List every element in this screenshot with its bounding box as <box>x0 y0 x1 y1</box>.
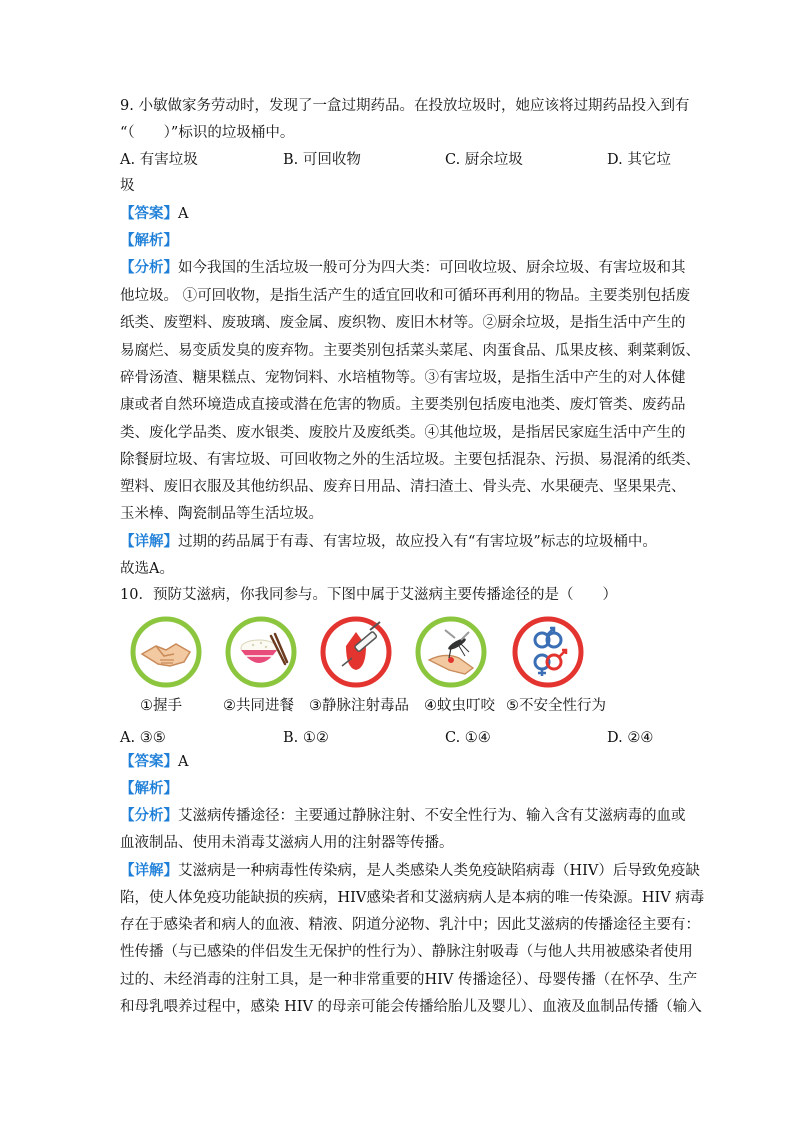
q9-fenxi-line-2: 他垃圾。 ①可回收物，是指生活产生的适宜回收和可循环再利用的物品。主要类别包括废 <box>120 288 691 304</box>
answer-tag: 【答案】 <box>120 753 178 770</box>
q9-option-a: A. 有害垃圾 <box>120 152 198 168</box>
q10-answer <box>120 752 188 772</box>
caption-unsafe-sex: ⑤不安全性行为 <box>506 698 606 714</box>
caption-drug-injection: ③静脉注射毒品 <box>309 698 409 714</box>
answer-value: A <box>178 754 189 770</box>
q9-analysis-heading <box>120 231 178 251</box>
syringe-icon <box>320 616 392 688</box>
q9-fenxi-line-5: 碎骨汤渣、糖果糕点、宠物饲料、水培植物等。③有害垃圾，是指生活中产生的对人体健 <box>120 370 686 386</box>
xiangjie-text: 过期的药品属于有毒、有害垃圾，故应投入有“有害垃圾”标志的垃圾桶中。 <box>178 534 657 550</box>
q10-xiangjie-line-1 <box>120 861 700 881</box>
answer-value: A <box>178 206 189 222</box>
rice-bowl-icon <box>225 616 297 688</box>
q9-conclusion: 故选A。 <box>120 561 174 577</box>
q9-option-d: D. 其它垃 <box>607 152 671 168</box>
caption-mosquito-bite: ④蚊虫叮咬 <box>424 698 495 714</box>
caption-handshake: ①握手 <box>140 698 182 714</box>
q10-option-b: B. ①② <box>283 730 329 746</box>
q10-xiangjie-line-3: 存在于感染者和病人的血液、精液、阴道分泌物、乳汁中；因此艾滋病的传播途径主要有： <box>120 917 700 933</box>
q9-fenxi-line-8: 除餐厨垃圾、有害垃圾、可回收物之外的生活垃圾。主要包括混杂、污损、易混淆的纸类、 <box>120 452 700 468</box>
q10-option-c: C. ①④ <box>445 730 491 746</box>
mosquito-icon <box>415 616 487 688</box>
fenxi-text: 艾滋病传播途径：主要通过静脉注射、不安全性行为、输入含有艾滋病毒的血或 <box>178 808 686 824</box>
q9-stem-line2: “（ ）”标识的垃圾桶中。 <box>120 125 295 141</box>
q9-answer <box>120 204 188 224</box>
handshake-icon <box>130 616 202 688</box>
q10-xiangjie-line-2: 陷，使人体免疫功能缺损的疾病，HIV感染者和艾滋病病人是本病的唯一传染源。HIV 病毒 <box>120 890 705 906</box>
q10-illustration <box>126 616 616 716</box>
q10-analysis-heading <box>120 779 178 799</box>
q9-stem-line1: 9. 小敏做家务劳动时，发现了一盒过期药品。在投放垃圾时，她应该将过期药品投入到有 <box>120 98 690 114</box>
q9-fenxi-line-7: 类、废化学品类、废水银类、废胶片及废纸类。④其他垃圾，是指居民家庭生活中产生的 <box>120 425 686 441</box>
q9-fenxi-line-9: 塑料、废旧衣服及其他纺织品、废弃日用品、清扫渣土、骨头壳、水果硬壳、坚果果壳、 <box>120 479 686 495</box>
analysis-tag: 【解析】 <box>120 232 178 249</box>
fenxi-text: 如今我国的生活垃圾一般可分为四大类：可回收垃圾、厨余垃圾、有害垃圾和其 <box>178 260 686 276</box>
q9-option-b: B. 可回收物 <box>283 152 361 168</box>
xiangjie-text: 艾滋病是一种病毒性传染病，是人类感染人类免疫缺陷病毒（HIV）后导致免疫缺 <box>178 863 700 879</box>
q9-fenxi-line-4: 易腐烂、易变质发臭的废弃物。主要类别包括菜头菜尾、肉蛋食品、瓜果皮核、剩菜剩饭、 <box>120 343 700 359</box>
q10-option-d: D. ②④ <box>607 730 654 746</box>
q9-fenxi-line-3: 纸类、废塑料、废玻璃、废金属、废织物、废旧木材等。②厨余垃圾，是指生活中产生的 <box>120 315 686 331</box>
xiangjie-tag: 【详解】 <box>120 862 178 879</box>
caption-shared-meal: ②共同进餐 <box>223 698 294 714</box>
xiangjie-tag: 【详解】 <box>120 533 178 550</box>
fenxi-tag: 【分析】 <box>120 807 178 824</box>
q9-option-d-wrap: 圾 <box>120 178 135 194</box>
q9-fenxi-line-10: 玉米棒、陶瓷制品等生活垃圾。 <box>120 506 323 522</box>
answer-tag: 【答案】 <box>120 205 178 222</box>
q10-fenxi-line-2: 血液制品、使用未消毒艾滋病人用的注射器等传播。 <box>120 835 454 851</box>
q10-option-a: A. ③⑤ <box>120 730 166 746</box>
q10-stem: 10．预防艾滋病，你我同参与。下图中属于艾滋病主要传播途径的是（ ） <box>120 587 617 603</box>
q9-fenxi-line-6: 康或者自然环境造成直接或潜在危害的物质。主要类别包括废电池类、废灯管类、废药品 <box>120 397 686 413</box>
q9-fenxi-line-1 <box>120 258 686 278</box>
analysis-tag: 【解析】 <box>120 780 178 797</box>
gender-symbols-icon <box>512 616 584 688</box>
q10-fenxi-line-1 <box>120 806 686 826</box>
q9-option-c: C. 厨余垃圾 <box>445 152 523 168</box>
q10-xiangjie-line-4: 性传播（与已感染的伴侣发生无保护的性行为）、静脉注射吸毒（与他人共用被感染者使用 <box>120 944 693 960</box>
fenxi-tag: 【分析】 <box>120 259 178 276</box>
q10-xiangjie-line-6: 和母乳喂养过程中，感染 HIV 的母亲可能会传播给胎儿及婴儿）、血液及血制品传播（输入 <box>120 999 702 1015</box>
q9-xiangjie <box>120 532 657 552</box>
q10-xiangjie-line-5: 过的、未经消毒的注射工具，是一种非常重要的HIV 传播途径）、母婴传播（在怀孕、生产 <box>120 972 698 988</box>
